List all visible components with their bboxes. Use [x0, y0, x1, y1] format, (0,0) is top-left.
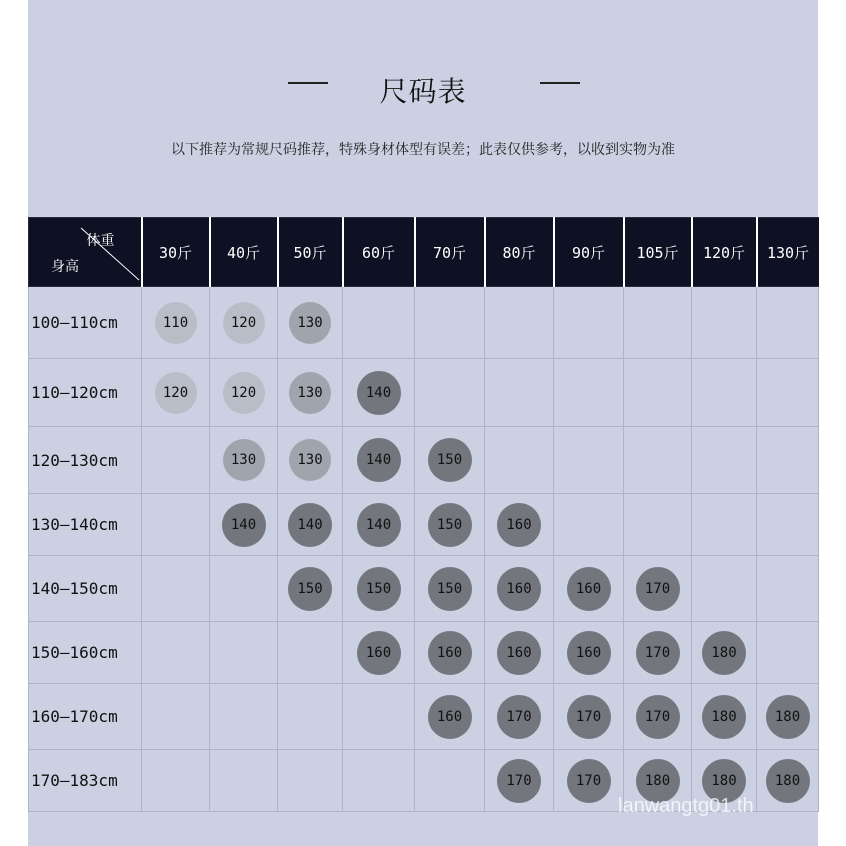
size-cell: [485, 556, 554, 622]
size-cell: [415, 427, 485, 494]
size-cell: [554, 556, 624, 622]
table-row: [29, 556, 819, 622]
size-cell: [485, 750, 554, 812]
size-cell: [210, 750, 278, 812]
size-badge: 170: [567, 695, 611, 739]
size-badge: 180: [702, 759, 746, 803]
size-cell: [415, 287, 485, 359]
size-cell: [278, 359, 343, 427]
size-cell: [485, 684, 554, 750]
size-cell: [142, 427, 210, 494]
size-cell: [624, 359, 692, 427]
weight-header: 80斤: [485, 218, 554, 287]
size-badge: 120: [223, 372, 265, 414]
size-badge: 130: [289, 372, 331, 414]
weight-header: 120斤: [692, 218, 757, 287]
size-badge: 170: [497, 759, 541, 803]
size-cell: [624, 684, 692, 750]
size-cell: [415, 684, 485, 750]
size-cell: [692, 427, 757, 494]
size-cell: [142, 359, 210, 427]
size-badge: 160: [357, 631, 401, 675]
weight-header: 90斤: [554, 218, 624, 287]
watermark: lanwangtg01.th: [618, 795, 754, 817]
size-cell: [210, 287, 278, 359]
size-cell: [554, 494, 624, 556]
size-cell: [485, 494, 554, 556]
size-badge: 180: [636, 759, 680, 803]
size-cell: [415, 359, 485, 427]
size-cell: [278, 494, 343, 556]
weight-header: 105斤: [624, 218, 692, 287]
title-row: [28, 70, 818, 110]
height-range-label: 130—140cm: [29, 494, 142, 556]
table-row: [29, 287, 819, 359]
size-cell: [343, 622, 415, 684]
corner-cell: [29, 218, 142, 287]
size-cell: [415, 494, 485, 556]
table-row: [29, 684, 819, 750]
size-cell: [142, 622, 210, 684]
size-cell: [415, 622, 485, 684]
page-title: 尺码表: [379, 75, 467, 108]
size-cell: [757, 494, 819, 556]
size-cell: [692, 684, 757, 750]
size-badge: 130: [289, 439, 331, 481]
size-cell: [210, 556, 278, 622]
size-badge: 140: [357, 371, 401, 415]
height-range-label: 170—183cm: [29, 750, 142, 812]
size-badge: 140: [357, 438, 401, 482]
size-cell: [692, 622, 757, 684]
size-cell: [278, 750, 343, 812]
table-row: [29, 427, 819, 494]
size-cell: [142, 287, 210, 359]
size-cell: [343, 359, 415, 427]
size-badge: 180: [702, 631, 746, 675]
height-range-label: 140—150cm: [29, 556, 142, 622]
size-badge: 180: [702, 695, 746, 739]
size-badge: 150: [288, 567, 332, 611]
weight-header: 50斤: [278, 218, 343, 287]
size-cell: [485, 622, 554, 684]
size-cell: [485, 359, 554, 427]
size-cell: [210, 684, 278, 750]
title-dash-right: [540, 82, 580, 84]
size-cell: [692, 359, 757, 427]
table-row: [29, 622, 819, 684]
table-row: [29, 494, 819, 556]
size-cell: [624, 494, 692, 556]
size-badge: 130: [223, 439, 265, 481]
size-badge: 160: [567, 567, 611, 611]
height-range-label: 120—130cm: [29, 427, 142, 494]
weight-header: 130斤: [757, 218, 819, 287]
size-cell: [757, 427, 819, 494]
size-cell: [343, 750, 415, 812]
height-label: 身高: [51, 259, 79, 275]
size-cell: [210, 359, 278, 427]
size-badge: 160: [567, 631, 611, 675]
size-badge: 140: [222, 503, 266, 547]
weight-header: 40斤: [210, 218, 278, 287]
size-cell: [415, 750, 485, 812]
size-cell: [624, 622, 692, 684]
corner-diagonal: [29, 218, 142, 286]
size-cell: [554, 287, 624, 359]
size-cell: [278, 287, 343, 359]
size-cell: [554, 750, 624, 812]
size-cell: [210, 494, 278, 556]
size-cell: [343, 427, 415, 494]
size-badge: 150: [428, 503, 472, 547]
table-row: [29, 359, 819, 427]
size-cell: [278, 556, 343, 622]
size-badge: 160: [497, 631, 541, 675]
size-cell: [485, 427, 554, 494]
size-cell: [692, 287, 757, 359]
height-range-label: 160—170cm: [29, 684, 142, 750]
size-cell: [343, 556, 415, 622]
size-badge: 120: [223, 302, 265, 344]
size-cell: [142, 494, 210, 556]
size-badge: 170: [497, 695, 541, 739]
weight-label: 体重: [86, 233, 115, 249]
size-badge: 110: [155, 302, 197, 344]
size-badge: 140: [357, 503, 401, 547]
size-cell: [757, 622, 819, 684]
size-cell: [278, 684, 343, 750]
size-badge: 160: [497, 567, 541, 611]
size-cell: [554, 622, 624, 684]
size-cell: [554, 684, 624, 750]
size-cell: [624, 287, 692, 359]
size-cell: [554, 427, 624, 494]
size-cell: [142, 750, 210, 812]
size-badge: 130: [289, 302, 331, 344]
size-badge: 150: [357, 567, 401, 611]
size-table: [28, 217, 819, 812]
weight-header: 30斤: [142, 218, 210, 287]
size-cell: [757, 359, 819, 427]
size-cell: [554, 359, 624, 427]
height-range-label: 100—110cm: [29, 287, 142, 359]
size-badge: 150: [428, 567, 472, 611]
weight-header: 70斤: [415, 218, 485, 287]
size-cell: [210, 427, 278, 494]
size-cell: [278, 427, 343, 494]
size-badge: 170: [636, 695, 680, 739]
size-badge: 170: [636, 567, 680, 611]
size-badge: 160: [428, 631, 472, 675]
size-cell: [757, 750, 819, 812]
size-cell: [343, 287, 415, 359]
size-cell: [343, 494, 415, 556]
size-cell: [343, 684, 415, 750]
size-badge: 180: [766, 695, 810, 739]
size-badge: 160: [497, 503, 541, 547]
size-badge: 170: [567, 759, 611, 803]
size-cell: [757, 287, 819, 359]
size-cell: [757, 556, 819, 622]
size-cell: [692, 494, 757, 556]
size-cell: [210, 622, 278, 684]
size-cell: [278, 622, 343, 684]
size-badge: 140: [288, 503, 332, 547]
page-subtitle: 以下推荐为常规尺码推荐，特殊身材体型有误差；此表仅供参考，以收到实物为准: [171, 142, 675, 158]
size-cell: [142, 684, 210, 750]
size-cell: [415, 556, 485, 622]
size-badge: 120: [155, 372, 197, 414]
weight-header: 60斤: [343, 218, 415, 287]
size-badge: 170: [636, 631, 680, 675]
size-badge: 180: [766, 759, 810, 803]
size-cell: [624, 556, 692, 622]
height-range-label: 150—160cm: [29, 622, 142, 684]
header-row: [29, 218, 819, 287]
size-badge: 160: [428, 695, 472, 739]
size-cell: [142, 556, 210, 622]
height-range-label: 110—120cm: [29, 359, 142, 427]
size-cell: [485, 287, 554, 359]
size-cell: [757, 684, 819, 750]
size-cell: [692, 556, 757, 622]
size-badge: 150: [428, 438, 472, 482]
size-cell: [624, 427, 692, 494]
